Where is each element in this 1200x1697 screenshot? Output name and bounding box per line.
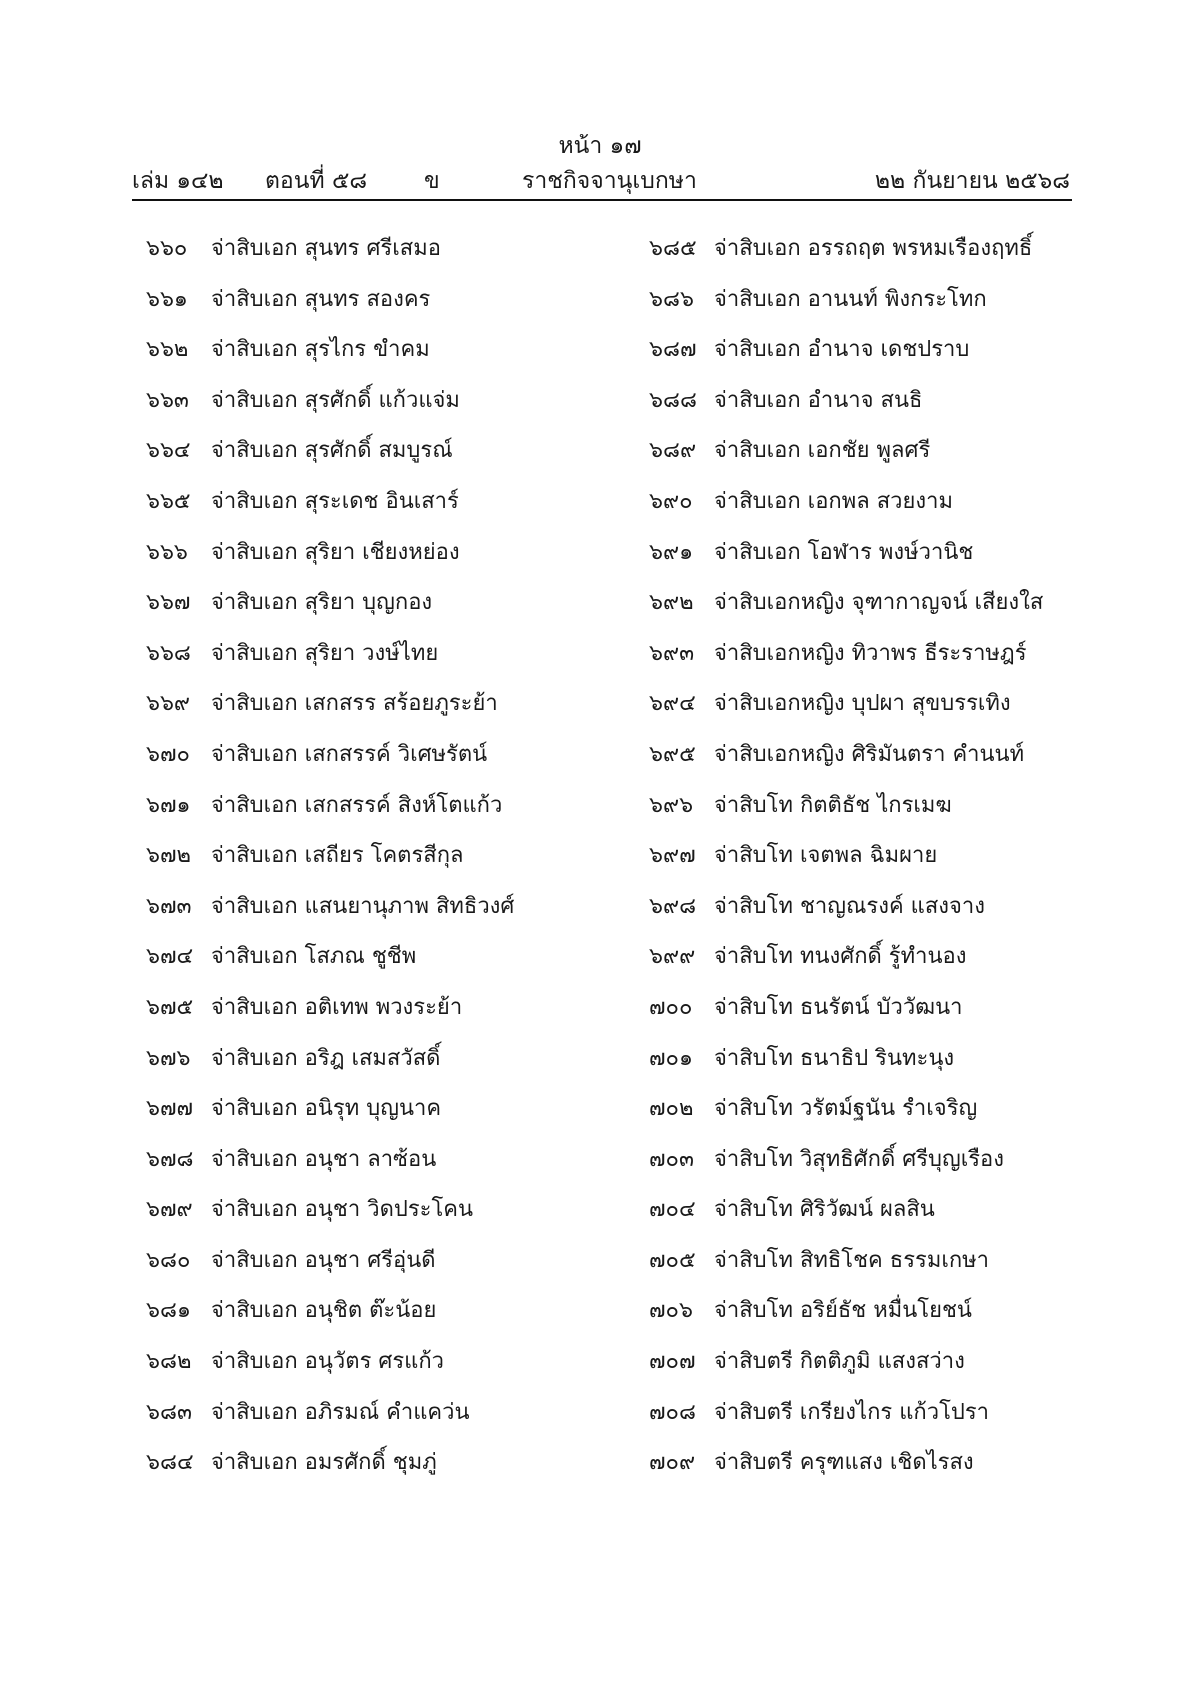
entry-name: จ่าสิบเอก อนุชา ศรีอุ่นดี (211, 1247, 436, 1273)
entry-name: จ่าสิบเอกหญิง บุปผา สุขบรรเทิง (714, 691, 1011, 717)
entry-number: ๖๘๐ (146, 1247, 191, 1273)
entry-name: จ่าสิบเอก สุรไกร ขำคม (211, 337, 430, 363)
entry-number: ๗๐๐ (649, 994, 693, 1020)
header-divider (132, 199, 1072, 201)
entry-number: ๗๐๘ (649, 1399, 696, 1425)
list-item (146, 584, 514, 635)
list-item (649, 1242, 1043, 1293)
entry-number: ๖๙๕ (649, 741, 696, 767)
list-item (649, 534, 1043, 585)
document-header (132, 163, 1070, 199)
entry-name: จ่าสิบเอก อานนท์ พิงกระโทก (714, 286, 987, 312)
volume-label: เล่ม ๑๔๒ (132, 168, 224, 194)
entry-number: ๖๙๘ (649, 893, 697, 919)
entry-number: ๖๖๐ (146, 236, 188, 261)
list-item (649, 1040, 1043, 1091)
list-item (649, 635, 1043, 686)
list-item (649, 888, 1043, 939)
list-item (146, 483, 514, 534)
list-item (649, 584, 1043, 635)
entry-name: จ่าสิบเอก สุรศักดิ์ สมบูรณ์ (211, 438, 453, 464)
entry-number: ๖๗๕ (146, 994, 194, 1020)
gazette-title: ราชกิจจานุเบกษา (522, 168, 697, 194)
list-item (649, 432, 1043, 483)
entry-number: ๖๘๕ (649, 236, 697, 261)
entry-name: จ่าสิบเอก สุนทร สองคร (211, 286, 431, 312)
entry-number: ๖๗๒ (146, 843, 192, 869)
entry-number: ๖๙๙ (649, 944, 696, 970)
list-item (146, 331, 514, 382)
list-item (649, 1444, 1043, 1495)
list-item (146, 635, 514, 686)
entry-number: ๖๖๗ (146, 590, 191, 616)
entry-name: จ่าสิบเอก อรรถฤต พรหมเรืองฤทธิ์ (714, 236, 1033, 261)
list-item (649, 1343, 1043, 1394)
list-item (146, 534, 514, 585)
entry-name: จ่าสิบเอก อำนาจ เดชปราบ (714, 337, 970, 363)
entry-number: ๖๙๐ (649, 488, 693, 514)
publication-date: ๒๒ กันยายน ๒๕๖๘ (874, 168, 1070, 194)
entry-number: ๖๖๖ (146, 539, 188, 565)
entry-number: ๖๗๐ (146, 741, 190, 767)
entry-name: จ่าสิบเอก เอกพล สวยงาม (714, 488, 953, 514)
entry-number: ๖๖๙ (146, 691, 191, 717)
entry-name: จ่าสิบโท สิทธิโชค ธรรมเกษา (714, 1247, 990, 1273)
entry-name: จ่าสิบโท อริย์ธัช หมื่นโยชน์ (714, 1298, 972, 1324)
list-item (146, 1242, 514, 1293)
entry-number: ๖๗๙ (146, 1197, 193, 1223)
entry-number: ๖๖๒ (146, 337, 189, 363)
list-item (146, 1040, 514, 1091)
list-item (649, 787, 1043, 838)
list-item (649, 1292, 1043, 1343)
entry-number: ๖๗๘ (146, 1146, 194, 1172)
entry-name: จ่าสิบเอก เสกสรรค์ วิเศษรัตน์ (211, 741, 488, 767)
list-item (146, 382, 514, 433)
entry-name: จ่าสิบเอก สุนทร ศรีเสมอ (211, 236, 441, 261)
entry-number: ๖๖๑ (146, 286, 188, 312)
section-label: ข (424, 168, 440, 194)
entry-number: ๖๘๘ (649, 387, 697, 413)
list-item (649, 331, 1043, 382)
entry-number: ๗๐๗ (649, 1349, 696, 1375)
entry-name: จ่าสิบเอก อติเทพ พวงระย้า (211, 994, 463, 1020)
list-item (649, 1394, 1043, 1445)
list-item (146, 1292, 514, 1343)
list-item (146, 1191, 514, 1242)
entry-name: จ่าสิบเอก เสกสรร สร้อยภูระย้า (211, 691, 498, 717)
entry-number: ๖๗๖ (146, 1045, 191, 1071)
entry-number: ๗๐๙ (649, 1450, 696, 1476)
entry-number: ๖๙๒ (649, 590, 694, 616)
entry-name: จ่าสิบโท เจตพล ฉิมผาย (714, 843, 938, 869)
list-item (146, 230, 514, 281)
entry-name: จ่าสิบเอก เอกชัย พูลศรี (714, 438, 931, 464)
page-number: หน้า ๑๗ (558, 133, 642, 159)
name-list-right (649, 230, 1043, 1495)
entry-name: จ่าสิบโท ธนรัตน์ บัววัฒนา (714, 994, 963, 1020)
entry-number: ๖๘๖ (649, 286, 694, 312)
entry-name: จ่าสิบตรี ครุฑแสง เชิดไรสง (714, 1450, 974, 1476)
list-item (649, 685, 1043, 736)
entry-number: ๖๘๗ (649, 337, 697, 363)
list-item (649, 1141, 1043, 1192)
entry-name: จ่าสิบเอก อนุวัตร ศรแก้ว (211, 1349, 445, 1375)
entry-name: จ่าสิบเอกหญิง จุฑากาญจน์ เสียงใส (714, 590, 1044, 616)
list-item (146, 1141, 514, 1192)
entry-number: ๖๖๘ (146, 640, 191, 666)
list-item (146, 281, 514, 332)
list-item (146, 685, 514, 736)
list-item (146, 1444, 514, 1495)
list-item (649, 230, 1043, 281)
entry-name: จ่าสิบเอก โสภณ ชูชีพ (211, 944, 417, 970)
entry-name: จ่าสิบเอก อมรศักดิ์ ชุมภู่ (211, 1450, 437, 1476)
list-item (146, 736, 514, 787)
list-item (146, 837, 514, 888)
entry-number: ๗๐๕ (649, 1247, 696, 1273)
entry-number: ๖๙๗ (649, 843, 696, 869)
list-item (649, 483, 1043, 534)
entry-name: จ่าสิบเอก อำนาจ สนธิ (714, 387, 923, 413)
entry-number: ๗๐๔ (649, 1197, 696, 1223)
list-item (146, 989, 514, 1040)
entry-number: ๖๖๕ (146, 488, 191, 514)
entry-number: ๖๖๔ (146, 438, 191, 464)
entry-number: ๖๙๓ (649, 640, 695, 666)
entry-name: จ่าสิบเอก โอฬาร พงษ์วานิช (714, 539, 974, 565)
entry-name: จ่าสิบเอก เสกสรรค์ สิงห์โตแก้ว (211, 792, 503, 818)
entry-name: จ่าสิบเอก สุริยา บุญกอง (211, 590, 433, 616)
entry-name: จ่าสิบโท กิตติธัช ไกรเมฆ (714, 792, 952, 818)
entry-number: ๖๘๙ (649, 438, 697, 464)
entry-number: ๖๖๓ (146, 387, 189, 413)
list-item (146, 787, 514, 838)
entry-name: จ่าสิบเอก สุริยา วงษ์ไทย (211, 640, 439, 666)
entry-name: จ่าสิบเอก สุรศักดิ์ แก้วแจ่ม (211, 387, 460, 413)
entry-name: จ่าสิบโท ธนาธิป รินทะนุง (714, 1045, 955, 1071)
issue-label: ตอนที่ ๕๘ (265, 168, 368, 194)
list-item (649, 1191, 1043, 1242)
list-item (649, 382, 1043, 433)
entry-number: ๖๗๔ (146, 944, 194, 970)
entry-name: จ่าสิบเอกหญิง ทิวาพร ธีระราษฎร์ (714, 640, 1027, 666)
entry-name: จ่าสิบเอก สุระเดช อินเสาร์ (211, 488, 459, 514)
entry-number: ๖๙๑ (649, 539, 694, 565)
name-list-left (146, 230, 514, 1495)
list-item (146, 1394, 514, 1445)
entry-name: จ่าสิบโท วิสุทธิศักดิ์ ศรีบุญเรือง (714, 1146, 1005, 1172)
entry-name: จ่าสิบเอก เสถียร โคตรสีกุล (211, 843, 464, 869)
list-item (649, 1090, 1043, 1141)
entry-number: ๗๐๓ (649, 1146, 695, 1172)
entry-number: ๖๘๔ (146, 1450, 194, 1476)
entry-name: จ่าสิบโท ชาญณรงค์ แสงจาง (714, 893, 985, 919)
entry-number: ๖๗๓ (146, 893, 192, 919)
entry-name: จ่าสิบเอก สุริยา เชียงหย่อง (211, 539, 460, 565)
entry-name: จ่าสิบเอก อภิรมณ์ คำแคว่น (211, 1399, 470, 1425)
list-item (146, 938, 514, 989)
entry-number: ๗๐๖ (649, 1298, 693, 1324)
entry-number: ๖๗๑ (146, 792, 191, 818)
entry-name: จ่าสิบโท วรัตม์ฐนัน รำเจริญ (714, 1096, 978, 1122)
list-item (649, 989, 1043, 1040)
list-item (649, 938, 1043, 989)
entry-name: จ่าสิบตรี เกรียงไกร แก้วโปรา (714, 1399, 990, 1425)
list-item (649, 736, 1043, 787)
list-item (146, 1343, 514, 1394)
entry-name: จ่าสิบเอกหญิง ศิริมันตรา คำนนท์ (714, 741, 1025, 767)
entry-name: จ่าสิบเอก อริฎ เสมสวัสดิ์ (211, 1045, 441, 1071)
entry-name: จ่าสิบโท ศิริวัฒน์ ผลสิน (714, 1197, 935, 1223)
entry-number: ๖๗๗ (146, 1096, 194, 1122)
list-item (649, 281, 1043, 332)
list-item (146, 1090, 514, 1141)
entry-name: จ่าสิบเอก อนุชา ลาซ้อน (211, 1146, 437, 1172)
entry-name: จ่าสิบเอก อนิรุท บุญนาค (211, 1096, 442, 1122)
entry-name: จ่าสิบเอก อนุชิต ต๊ะน้อย (211, 1298, 437, 1324)
entry-name: จ่าสิบเอก แสนยานุภาพ สิทธิวงศ์ (211, 893, 515, 919)
entry-number: ๖๙๔ (649, 691, 696, 717)
entry-number: ๖๙๖ (649, 792, 694, 818)
entry-number: ๗๐๒ (649, 1096, 694, 1122)
entry-name: จ่าสิบเอก อนุชา วิดประโคน (211, 1197, 474, 1223)
list-item (146, 432, 514, 483)
entry-number: ๖๘๓ (146, 1399, 192, 1425)
entry-number: ๖๘๑ (146, 1298, 191, 1324)
entry-number: ๖๘๒ (146, 1349, 192, 1375)
entry-number: ๗๐๑ (649, 1045, 693, 1071)
list-item (649, 837, 1043, 888)
list-item (146, 888, 514, 939)
entry-name: จ่าสิบโท ทนงศักดิ์ รู้ทำนอง (714, 944, 967, 970)
entry-name: จ่าสิบตรี กิตติภูมิ แสงสว่าง (714, 1349, 965, 1375)
